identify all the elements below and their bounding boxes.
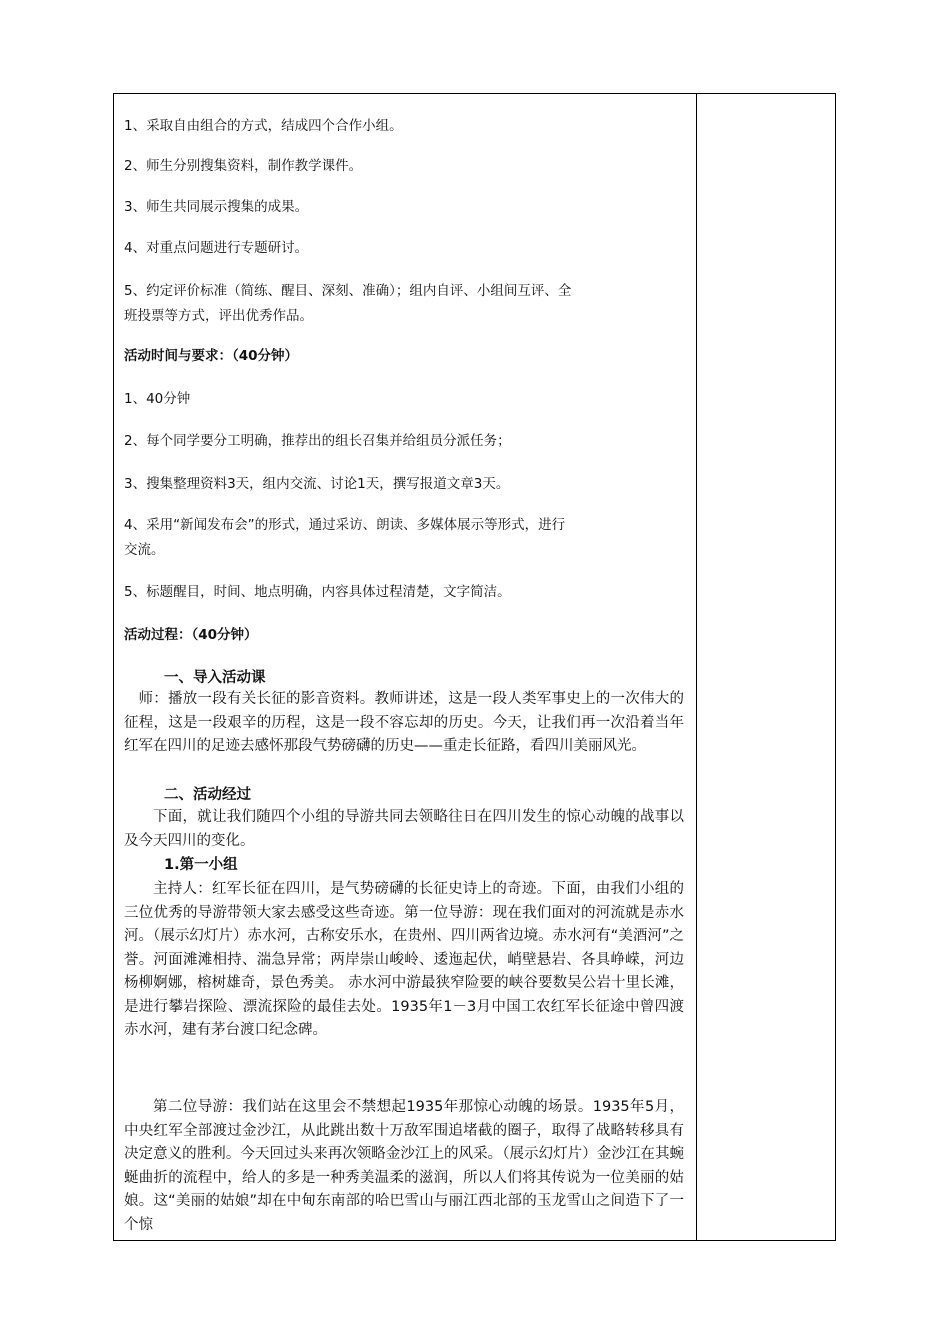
section-1-text: 师：播放一段有关长征的影音资料。教师讲述，这是一段人类军事史上的一次伟大的征程，这是一段艰辛的历程，这是一段不容忘却的历史。今天，让我们再一次沿着当年红军在四川的足迹去感怀那段气势磅礴的历史——重走长征路，看四川美丽风光。 bbox=[124, 691, 684, 754]
step-3: 3、师生共同展示搜集的成果。 bbox=[124, 199, 309, 215]
guide-2-text: 第二位导游：我们站在这里会不禁想起1935年那惊心动魄的场景。1935年5月，中央红军全部渡过金沙江，从此跳出数十万敌军围追堵截的圈子，取得了战略转移具有决定意义的胜利。今天回过头来再次领略金沙江上的风采。（展示幻灯片）金沙江在其蜿蜒曲折的流程中，给人的多是一种秀美温柔的滋润，所以人们将其传说为一位美丽的姑娘。这“美丽的姑娘”却在中甸东南部的哈巴雪山与丽江西北部的玉龙雪山之间造下了一个惊 bbox=[124, 1099, 684, 1233]
process-heading: 活动过程：（40分钟） bbox=[124, 627, 258, 643]
section-2-heading: 二、活动经过 bbox=[164, 787, 251, 803]
step-2: 2、师生分别搜集资料，制作教学课件。 bbox=[124, 158, 363, 174]
requirement-2: 2、每个同学要分工明确，推荐出的组长召集并给组员分派任务； bbox=[124, 433, 511, 449]
step-4: 4、对重点问题进行专题研讨。 bbox=[124, 240, 309, 256]
column-divider bbox=[696, 94, 697, 1240]
section-1-heading: 一、导入活动课 bbox=[164, 670, 266, 686]
requirement-4: 4、采用“新闻发布会”的形式，通过采访、朗读、多媒体展示等形式，进行 bbox=[124, 517, 566, 533]
requirement-3: 3、搜集整理资料3天，组内交流、讨论1天，撰写报道文章3天。 bbox=[124, 476, 510, 492]
section-2-text: 下面，就让我们随四个小组的导游共同去领略往日在四川发生的惊心动魄的战事以及今天四川的变化。 bbox=[124, 809, 684, 849]
group-1-heading: 1.第一小组 bbox=[164, 857, 238, 873]
requirement-1: 1、40分钟 bbox=[124, 391, 191, 407]
time-heading: 活动时间与要求：（40分钟） bbox=[124, 348, 299, 364]
requirement-5: 5、标题醒目，时间、地点明确，内容具体过程清楚，文字简洁。 bbox=[124, 584, 511, 600]
step-1: 1、采取自由组合的方式，结成四个合作小组。 bbox=[124, 118, 403, 134]
step-5-cont: 班投票等方式，评出优秀作品。 bbox=[124, 308, 313, 324]
step-5: 5、约定评价标准（简练、醒目、深刻、准确）；组内自评、小组间互评、全 bbox=[124, 283, 572, 299]
group-1-text: 主持人：红军长征在四川，是气势磅礴的长征史诗上的奇迹。下面，由我们小组的三位优秀的导游带领大家去感受这些奇迹。第一位导游：现在我们面对的河流就是赤水河。（展示幻灯片）赤水河，古称安乐水，在贵州、四川两省边境。赤水河有“美酒河”之誉。河面滩滩相持、湍急异常；两岸崇山峻岭、逶迤起伏，峭壁悬岩、各具峥嵘，河边杨柳婀娜，榕树雄奇，景色秀美。 赤水河中游最狭窄险要的峡谷要数吴公岩十里长滩，是进行攀岩探险、漂流探险的最佳去处。1935年1－3月中国工农红军长征途中曾四渡赤水河，建有茅台渡口纪念碑。 bbox=[124, 881, 684, 1038]
requirement-4-cont: 交流。 bbox=[124, 542, 165, 558]
lesson-table bbox=[113, 93, 836, 1241]
